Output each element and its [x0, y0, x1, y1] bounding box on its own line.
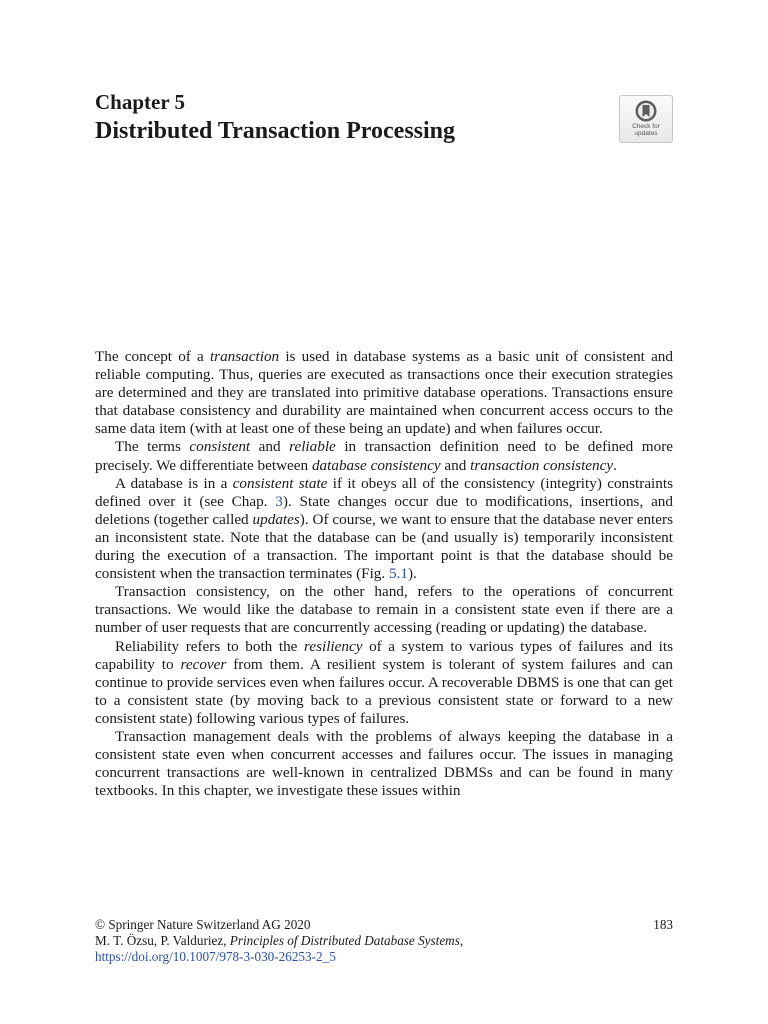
bookmark-circle-icon	[634, 99, 658, 123]
term-transaction: transaction	[209, 348, 280, 365]
badge-label-line1: Check for	[632, 123, 660, 130]
chapter-body	[95, 348, 673, 800]
page-footer	[95, 917, 673, 965]
paragraph-5: Reliability refers to both the resiliency of a system to various types of failures and its capability to recover from them. A resilient system is tolerant of system failures and can continue to provide services even when failures occur. A recoverable DBMS is one that can get to a consistent state (by moving back to a previous consistent state or forward to a new consistent state) following various types of failures.	[95, 637, 673, 727]
chapter-title: Distributed Transaction Processing	[95, 118, 456, 144]
paragraph-1: The concept of a transaction is used in database systems as a basic unit of consistent and reliable computing. Thus, queries are executed as transactions once their execution strategies are determined and they are translated into primitive database operations. Transactions ensure that database consistency and durability are maintained when concurrent access occurs to the same data item (with at least one of these being an update) and when failures occur.	[95, 348, 673, 438]
doi-link[interactable]: https://doi.org/10.1007/978-3-030-26253-2_5	[95, 949, 336, 964]
chapter-reference-link[interactable]: 3	[275, 492, 283, 510]
page-number: 183	[653, 917, 673, 932]
book-title: Principles of Distributed Database Systems	[229, 933, 460, 948]
paragraph-6: Transaction management deals with the problems of always keeping the database in a consistent state even when concurrent accesses and failures occur. The issues in managing concurrent transactions are well-known in centralized DBMSs and can be found in many textbooks. In this chapter, we investigate these issues within	[95, 727, 673, 800]
copyright-notice: © Springer Nature Switzerland AG 2020	[95, 917, 311, 932]
chapter-label: Chapter 5	[95, 90, 186, 114]
figure-reference-link[interactable]: 5.1	[388, 565, 408, 583]
badge-label-line2: updates	[634, 130, 658, 137]
citation-line: M. T. Özsu, P. Valduriez, Principles of Distributed Database Systems,	[95, 933, 464, 948]
paragraph-4: Transaction consistency, on the other hand, refers to the operations of concurrent transactions. We would like the database to remain in a consistent state even if there are a number of user requests that are concurrently accessing (reading or updating) the database.	[95, 583, 673, 637]
paragraph-2: The terms consistent and reliable in transaction definition need to be defined more precisely. We differentiate between database consistency and transaction consistency.	[95, 438, 673, 474]
check-for-updates-badge[interactable]	[619, 95, 673, 143]
paragraph-3: A database is in a consistent state if it obeys all of the consistency (integrity) constraints defined over it (see Chap. 3). State changes occur due to modifications, insertions, and deletions (together called updates). Of course, we want to ensure that the database never enters an inconsistent state. Note that the database can be (and usually is) temporarily inconsistent during the execution of a transaction. The important point is that the database should be consistent when the transaction terminates (Fig. 5.1).	[95, 474, 673, 583]
